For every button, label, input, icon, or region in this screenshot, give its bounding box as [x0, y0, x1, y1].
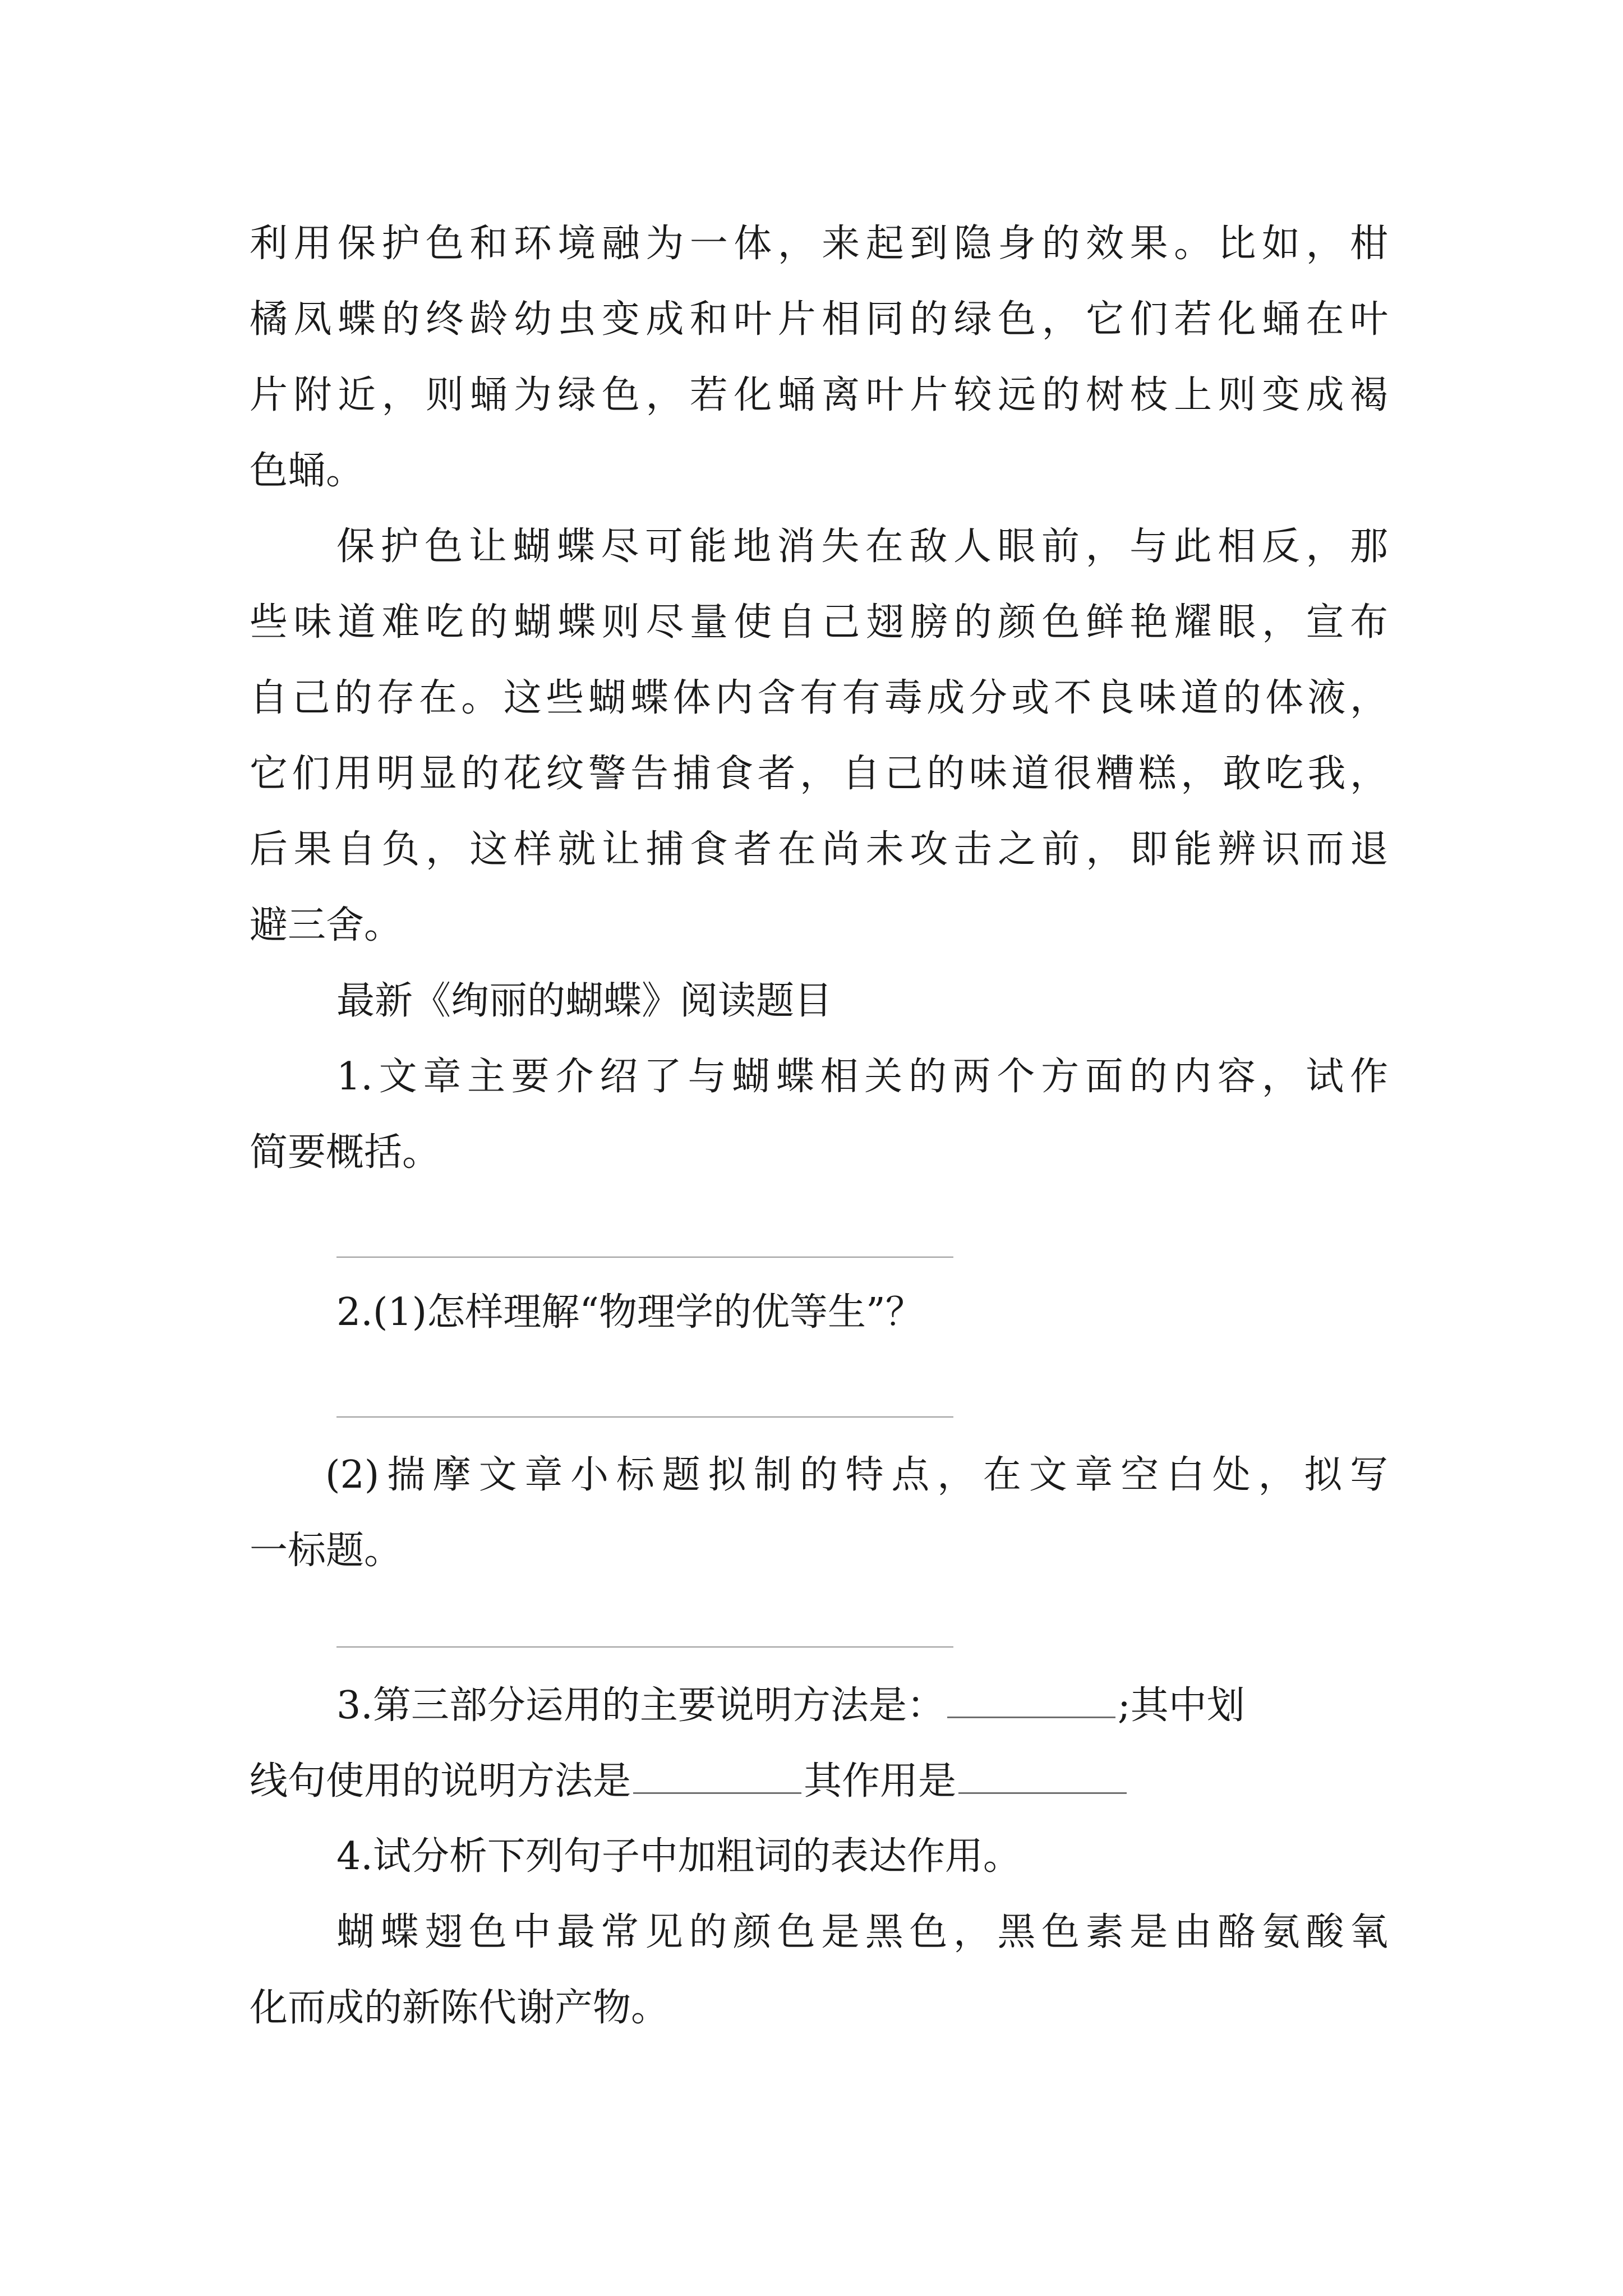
paragraph-1-line-1: 利用保护色和环境融为一体，来起到隐身的效果。比如，柑: [250, 222, 1388, 266]
question-1-line-1: 1.文章主要介绍了与蝴蝶相关的两个方面的内容，试作: [336, 1055, 1388, 1099]
paragraph-1-line-4: 色蛹。: [250, 449, 365, 493]
section-title: 最新《绚丽的蝴蝶》阅读题目: [336, 979, 833, 1023]
fill-in-blank-2[interactable]: [633, 1759, 801, 1794]
paragraph-2-line-4: 它们用明显的花纹警告捕食者，自己的味道很糟糕，敢吃我，: [250, 752, 1388, 796]
paragraph-1-line-2: 橘凤蝶的终龄幼虫变成和叶片相同的绿色，它们若化蛹在叶: [250, 297, 1388, 342]
answer-line-1: [336, 1257, 953, 1258]
fill-in-blank-1[interactable]: [947, 1683, 1115, 1718]
question-3-text-b: ;其中划: [1117, 1683, 1245, 1728]
paragraph-2-line-3: 自己的存在。这些蝴蝶体内含有有毒成分或不良味道的体液，: [250, 676, 1388, 720]
paragraph-2-line-1: 保护色让蝴蝶尽可能地消失在敌人眼前，与此相反，那: [336, 524, 1388, 569]
question-4-sentence-line-2: 化而成的新陈代谢产物。: [250, 1986, 670, 2030]
answer-line-2: [336, 1416, 953, 1418]
paragraph-2-line-2: 些味道难吃的蝴蝶则尽量使自己翅膀的颜色鲜艳耀眼，宣布: [250, 600, 1388, 645]
question-3-text-c: 线句使用的说明方法是: [250, 1759, 631, 1803]
fill-in-blank-3[interactable]: [958, 1759, 1127, 1794]
question-4-sentence-line-1: 蝴蝶翅色中最常见的颜色是黑色，黑色素是由酪氨酸氧: [336, 1910, 1388, 1954]
paragraph-2-line-5: 后果自负，这样就让捕食者在尚未攻击之前，即能辨识而退: [250, 827, 1388, 872]
question-3-line-2: [250, 1759, 1388, 1804]
question-3-text-d: 其作用是: [804, 1759, 957, 1803]
question-3-line-1: [336, 1683, 1388, 1728]
question-2-2-line-1: (2)揣摩文章小标题拟制的特点，在文章空白处，拟写: [325, 1453, 1388, 1497]
question-3-text-a: 3.第三部分运用的主要说明方法是：: [336, 1683, 945, 1728]
question-2-1: 2.(1)怎样理解“物理学的优等生”？: [336, 1290, 924, 1335]
question-4: 4.试分析下列句子中加粗词的表达作用。: [336, 1834, 1021, 1879]
paragraph-1-line-3: 片附近，则蛹为绿色，若化蛹离叶片较远的树枝上则变成褐: [250, 373, 1388, 417]
paragraph-2-line-6: 避三舍。: [250, 903, 403, 947]
answer-line-3: [336, 1646, 953, 1648]
question-2-2-line-2: 一标题。: [250, 1529, 403, 1573]
question-1-line-2: 简要概括。: [250, 1130, 441, 1175]
